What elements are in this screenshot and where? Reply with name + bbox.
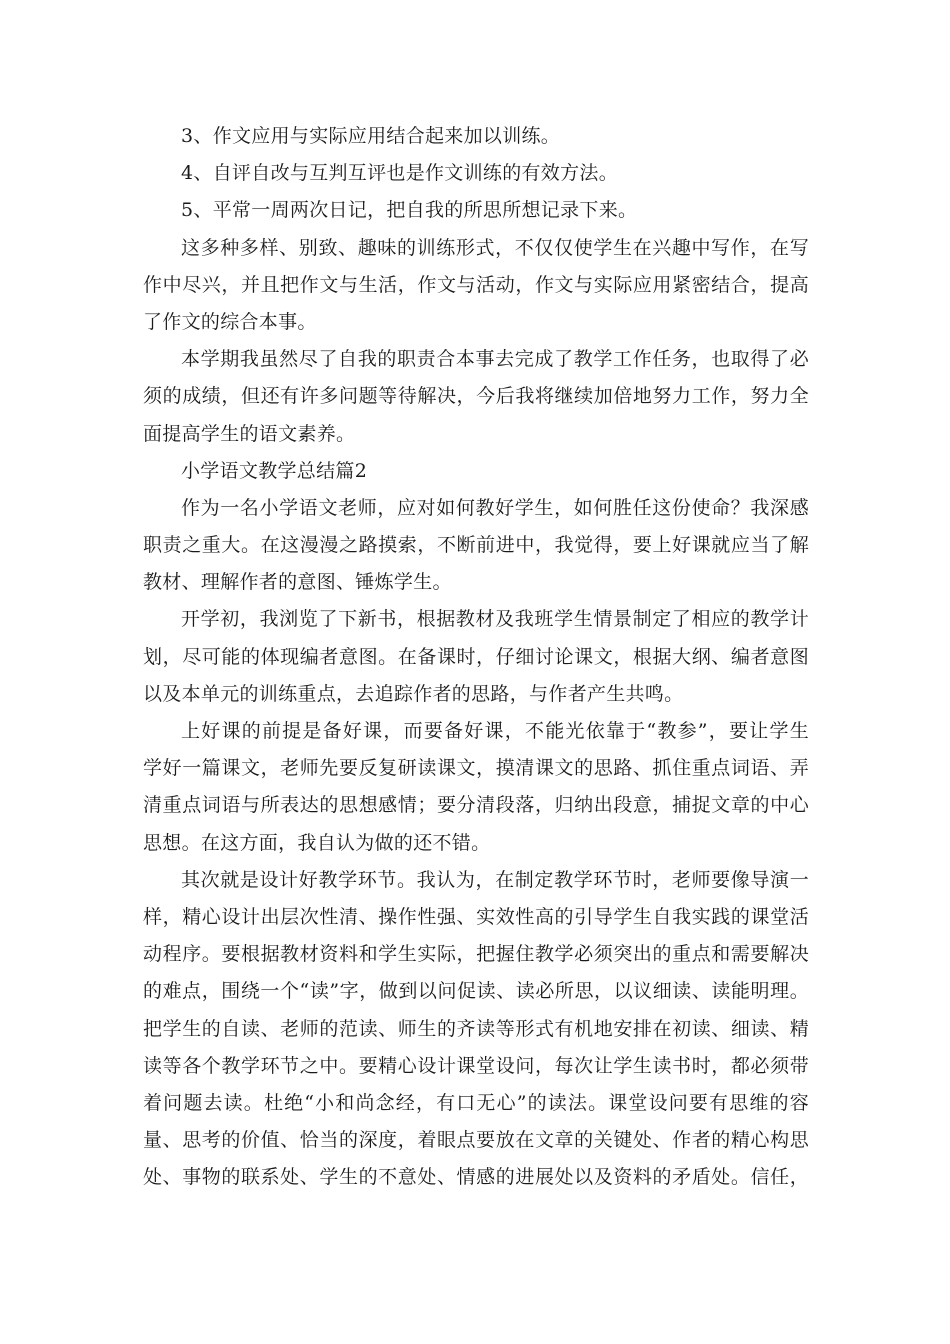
paragraph-line: 开学初，我浏览了下新书，根据教材及我班学生情景制定了相应的教学计 bbox=[181, 608, 809, 631]
paragraph-line: 量、思考的价值、恰当的深度，着眼点要放在文章的关键处、作者的精心构思 bbox=[143, 1129, 809, 1152]
paragraph-line: 职责之重大。在这漫漫之路摸索，不断前进中，我觉得，要上好课就应当了解 bbox=[143, 534, 809, 557]
paragraph-line: 划，尽可能的体现编者意图。在备课时，仔细讨论课文，根据大纲、编者意图 bbox=[143, 645, 809, 668]
paragraph-line: 动程序。要根据教材资料和学生实际，把握住教学必须突出的重点和需要解决 bbox=[143, 943, 809, 966]
paragraph-line: 这多种多样、别致、趣味的训练形式，不仅仅使学生在兴趣中写作，在写 bbox=[181, 236, 809, 259]
paragraph-line: 作为一名小学语文老师，应对如何教好学生，如何胜任这份使命？我深感 bbox=[181, 496, 809, 519]
paragraph-line: 的难点，围绕一个“读”字，做到以问促读、读必所思，以议细读、读能明理。 bbox=[143, 980, 809, 1003]
paragraph-line: 面提高学生的语文素养。 bbox=[143, 422, 356, 445]
paragraph-line: 以及本单元的训练重点，去追踪作者的思路，与作者产生共鸣。 bbox=[143, 682, 684, 705]
paragraph-line: 清重点词语与所表达的思想感情；要分清段落，归纳出段意，捕捉文章的中心 bbox=[143, 794, 809, 817]
paragraph-line: 样，精心设计出层次性清、操作性强、实效性高的引导学生自我实践的课堂活 bbox=[143, 905, 809, 928]
list-item-5: 5、平常一周两次日记，把自我的所思所想记录下来。 bbox=[181, 199, 638, 222]
paragraph-line: 其次就是设计好教学环节。我认为，在制定教学环节时，老师要像导演一 bbox=[181, 868, 809, 891]
paragraph-line: 须的成绩，但还有许多问题等待解决，今后我将继续加倍地努力工作，努力全 bbox=[143, 385, 809, 408]
section-heading: 小学语文教学总结篇2 bbox=[181, 459, 368, 482]
paragraph-line: 上好课的前提是备好课，而要备好课，不能光依靠于“教参”，要让学生 bbox=[181, 720, 809, 742]
list-item-4: 4、自评自改与互判互评也是作文训练的有效方法。 bbox=[181, 162, 618, 185]
paragraph-line: 读等各个教学环节之中。要精心设计课堂设问，每次让学生读书时，都必须带 bbox=[143, 1054, 809, 1077]
document-body bbox=[143, 118, 809, 1196]
paragraph-line: 思想。在这方面，我自认为做的还不错。 bbox=[143, 831, 491, 854]
paragraph-line: 本学期我虽然尽了自我的职责合本事去完成了教学工作任务，也取得了必 bbox=[181, 348, 809, 371]
paragraph-line: 把学生的自读、老师的范读、师生的齐读等形式有机地安排在初读、细读、精 bbox=[143, 1017, 809, 1040]
paragraph-line: 着问题去读。杜绝“小和尚念经，有口无心”的读法。课堂设问要有思维的容 bbox=[143, 1091, 809, 1114]
paragraph-line: 了作文的综合本事。 bbox=[143, 310, 317, 333]
paragraph-line: 处、事物的联系处、学生的不意处、情感的进展处以及资料的矛盾处。信任， bbox=[143, 1166, 809, 1189]
paragraph-line: 作中尽兴，并且把作文与生活，作文与活动，作文与实际应用紧密结合，提高 bbox=[143, 273, 809, 296]
paragraph-line: 学好一篇课文，老师先要反复研读课文，摸清课文的思路、抓住重点词语、弄 bbox=[143, 757, 809, 780]
paragraph-line: 教材、理解作者的意图、锤炼学生。 bbox=[143, 571, 452, 594]
list-item-3: 3、作文应用与实际应用结合起来加以训练。 bbox=[181, 125, 561, 147]
